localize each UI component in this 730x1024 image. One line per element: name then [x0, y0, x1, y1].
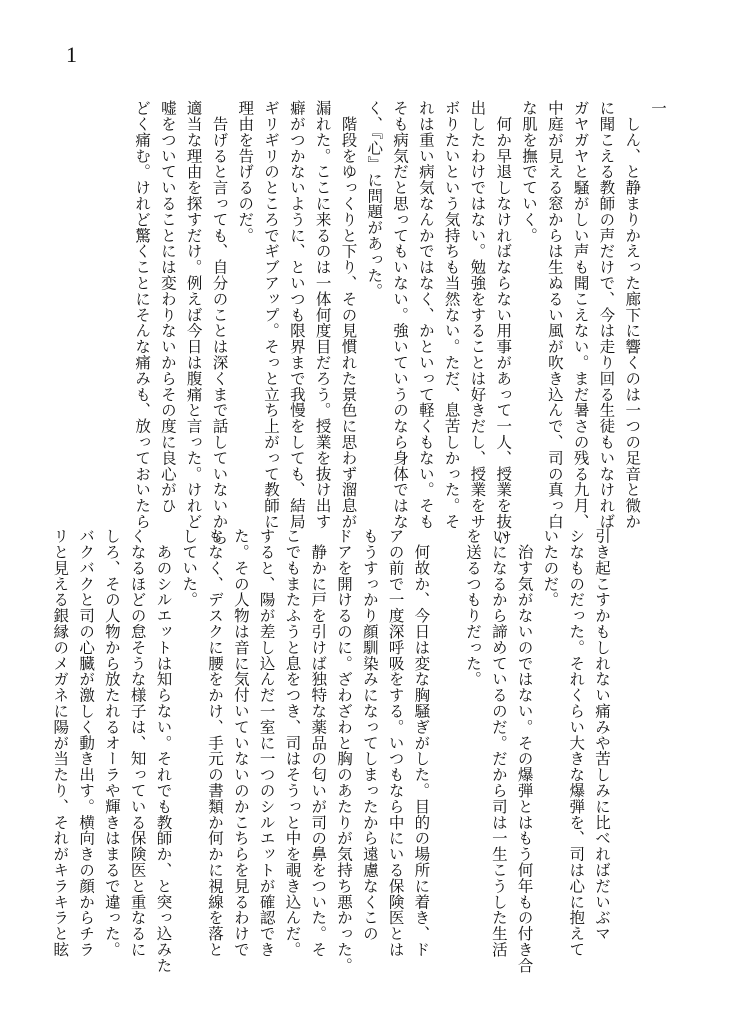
text-line: 中庭が見える窓からは生ぬるい風が吹き込んで、司の真っ白	[545, 100, 564, 530]
lower-text-block	[46, 528, 614, 974]
text-line: そも病気だと思ってもいない。強いていうのなら身体ではな	[391, 100, 410, 530]
text-line: シなものだった。それくらい大きな爆弾を、司は心に抱えて	[567, 528, 586, 958]
text-line: アの前で一度深呼吸をする。いつもなら中にいる保険医とは	[386, 528, 405, 958]
text-line: 階段をゆっくりと下り、その見慣れた景色に思わず溜息が	[339, 100, 358, 530]
page-number: 1	[66, 42, 77, 67]
text-line: ガヤガヤと騒がしい声も聞こえない。まだ暑さの残る九月、	[571, 100, 590, 530]
text-line: 何故か、今日は変な胸騒ぎがした。目的の場所に着き、ド	[412, 528, 431, 958]
text-line: くなるほどの怠そうな様子は、知っている保険医と重なるに	[128, 528, 147, 958]
text-line: な肌を撫でていく。	[520, 100, 539, 244]
text-line: どく痛む。けれど驚くことにそんな痛みも、放っておいたら	[133, 100, 152, 530]
text-line: く、『心』に問題があった。	[365, 100, 384, 299]
text-line: ボりたいという気持ちも当然ない。ただ、息苦しかった。そ	[442, 100, 461, 530]
text-line: 漏れた。ここに来るのは一体何度目だろう。授業を抜け出す	[313, 100, 332, 530]
text-line: 静かに戸を引けば独特な薬品の匂いが司の鼻をついた。そ	[309, 528, 328, 958]
text-line: リと見える銀縁のメガネに陽が当たり、それがキラキラと眩	[51, 528, 70, 958]
text-line: た。その人物は音に気付いていないのかこちらを見るわけで	[231, 528, 250, 958]
text-line: すると、陽が差し込んだ一室に一つのシルエットが確認でき	[257, 528, 276, 958]
text-line: いたのだ。	[541, 528, 560, 608]
text-line: 嘘をついていることには変わりないからその度に良心がひ	[158, 100, 177, 514]
text-line: もうすっかり顔馴染みになってしまったから遠慮なくこの	[360, 528, 379, 942]
text-line: ギリギリのところでギブアップ。そっと立ち上がって教師に	[262, 100, 281, 530]
text-line: れは重い病気なんかではなく、かといって軽くもない。そも	[416, 100, 435, 530]
text-line: 適当な理由を探すだけ。例えば今日は腹痛と言った。けれど	[184, 100, 203, 530]
text-line: 一	[649, 100, 667, 116]
text-line: していた。	[180, 528, 199, 608]
text-line: 治す気がないのではない。その爆弾とはもう何年もの付き合	[515, 528, 534, 974]
text-line: いになるから諦めているのだ。だから司は一生こうした生活	[489, 528, 508, 958]
text-line: こでもまたふうと息をつき、司はそうっと中を覗き込んだ。	[283, 528, 302, 958]
text-line: 引き起こすかもしれない痛みや苦しみに比べればだいぶマ	[593, 528, 611, 942]
upper-text-block	[128, 100, 670, 546]
text-line: 告げると言っても、自分のことは深くまで話していないから	[210, 100, 229, 546]
text-line: しん、と静まりかえった廊下に響くのは一つの足音と微か	[623, 100, 642, 530]
text-line: あのシルエットは知らない。それでも教師か、と突っ込みた	[154, 528, 173, 974]
text-line: ドアを開けるのに。ざわざわと胸のあたりが気持ち悪かった。	[335, 528, 354, 974]
text-line: に聞こえる教師の声だけで、今は走り回る生徒もいなければ	[597, 100, 616, 530]
text-line: 理由を告げるのだ。	[236, 100, 255, 244]
text-line: しろ、その人物から放たれるオーラや輝きはまるで違った。	[102, 528, 121, 958]
text-line: バクバクと司の心臓が激しく動き出す。横向きの顔からチラ	[77, 528, 96, 958]
text-line: を送るつもりだった。	[464, 528, 483, 687]
blank-line	[433, 528, 459, 948]
text-line: もなく、デスクに腰をかけ、手元の書類か何かに視線を落と	[206, 528, 225, 958]
text-line: 出したわけではない。勉強をすることは好きだし、授業をサ	[468, 100, 487, 530]
text-line: 癖がつかないように、といつも限界まで我慢をしても、結局	[287, 100, 306, 530]
text-line: 何か早退しなければならない用事があって一人、授業を抜け	[494, 100, 513, 546]
